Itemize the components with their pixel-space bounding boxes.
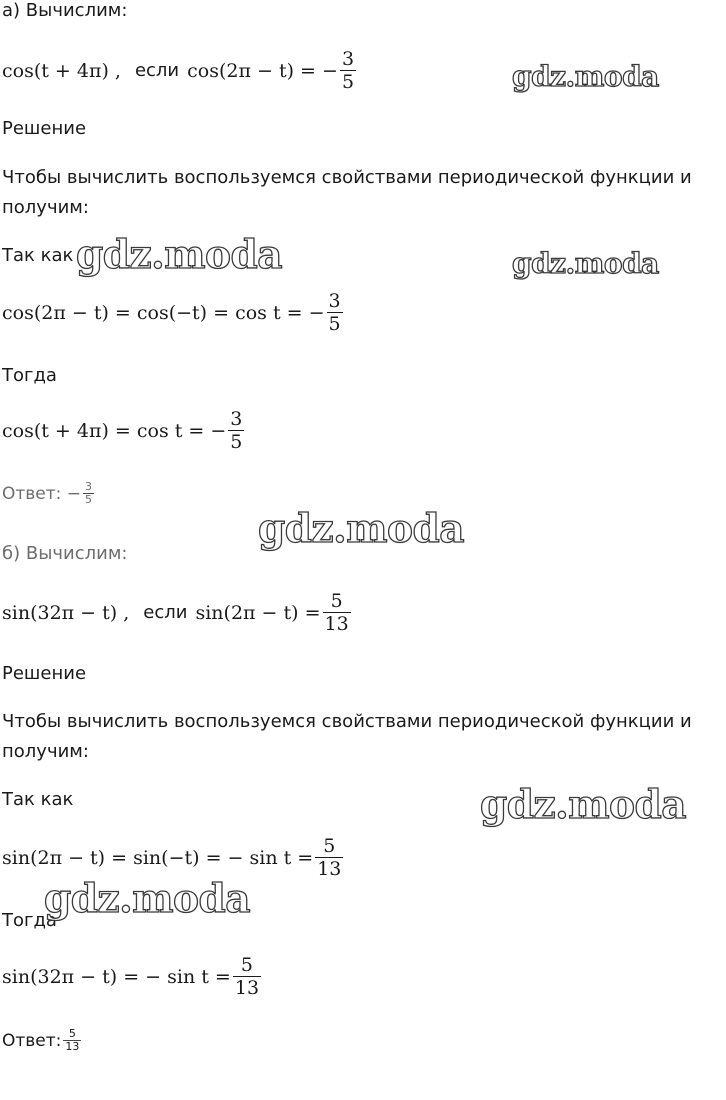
answer-fraction [83, 481, 94, 506]
fraction-numerator: 3 [341, 48, 355, 70]
part-b-heading: б) Вычислим: [2, 543, 128, 564]
part-a-solution-label: Решение [2, 118, 87, 139]
part-a-task-if-word: если [134, 60, 180, 81]
fraction-numerator: 5 [323, 835, 336, 857]
answer-label: Ответ: − [2, 483, 82, 504]
fraction-numerator: 3 [230, 408, 243, 430]
fraction-numerator: 5 [68, 1027, 76, 1040]
fraction-denominator: 13 [234, 977, 260, 999]
watermark-logo: gdz.moda [76, 232, 283, 278]
fraction-numerator: 5 [240, 954, 253, 976]
part-a-task-fraction [340, 48, 356, 93]
part-a-task-lhs: cos(t + 4π) , [2, 59, 121, 82]
part-a-heading: а) Вычислим: [2, 0, 128, 21]
part-a-task-condition: cos(2π − t) = − [187, 59, 338, 82]
part-a-task [2, 48, 356, 93]
part-b-equation-2 [2, 954, 261, 999]
equation-fraction [233, 954, 261, 999]
fraction-denominator: 5 [230, 431, 243, 453]
part-a-intro-line1: Чтобы вычислить воспользуемся свойствами периодической функции и [2, 167, 692, 188]
equation-fraction [228, 408, 244, 453]
fraction-numerator: 3 [85, 480, 93, 493]
part-a-equation-2 [2, 408, 244, 453]
equation-fraction [315, 835, 343, 880]
part-b-intro-line1: Чтобы вычислить воспользуемся свойствами периодической функции и [2, 711, 692, 732]
equation-text: cos(t + 4π) = cos t = − [2, 419, 227, 442]
equation-text: sin(32π − t) = − sin t = [2, 965, 231, 988]
part-b-task-fraction [323, 590, 351, 635]
part-a-answer [2, 481, 94, 506]
part-b-equation-1 [2, 835, 343, 880]
fraction-denominator: 13 [65, 1040, 80, 1053]
fraction-numerator: 3 [328, 290, 341, 312]
fraction-denominator: 13 [317, 858, 342, 880]
equation-text: sin(2π − t) = sin(−t) = − sin t = [2, 846, 314, 869]
watermark-logo: gdz.moda [512, 247, 659, 280]
fraction-denominator: 5 [85, 493, 93, 506]
part-b-then-label: Тогда [2, 910, 57, 931]
part-a-intro-line2: получим: [2, 197, 89, 218]
watermark-logo: gdz.moda [512, 60, 659, 93]
fraction-denominator: 13 [324, 613, 349, 635]
part-b-task-if-word: если [143, 602, 188, 623]
fraction-numerator: 5 [330, 590, 343, 612]
part-b-task-lhs: sin(32π − t) , [2, 601, 130, 624]
part-a-then-label: Тогда [2, 365, 57, 386]
equation-text: cos(2π − t) = cos(−t) = cos t = − [2, 301, 325, 324]
fraction-denominator: 5 [328, 313, 341, 335]
watermark-logo: gdz.moda [44, 876, 251, 922]
fraction-denominator: 5 [341, 71, 355, 93]
part-b-solution-label: Решение [2, 663, 87, 684]
watermark-logo: gdz.moda [480, 782, 687, 828]
part-b-since-label: Так как [2, 789, 74, 810]
part-a-since-label: Так как [2, 245, 74, 266]
part-b-intro-line2: получим: [2, 741, 89, 762]
answer-fraction [63, 1028, 81, 1053]
part-b-task [2, 590, 351, 635]
equation-fraction [327, 290, 343, 335]
part-b-task-condition: sin(2π − t) = [195, 601, 321, 624]
part-a-equation-1 [2, 290, 343, 335]
part-b-answer [2, 1028, 81, 1053]
answer-label: Ответ: [2, 1030, 62, 1051]
watermark-logo: gdz.moda [258, 506, 465, 552]
